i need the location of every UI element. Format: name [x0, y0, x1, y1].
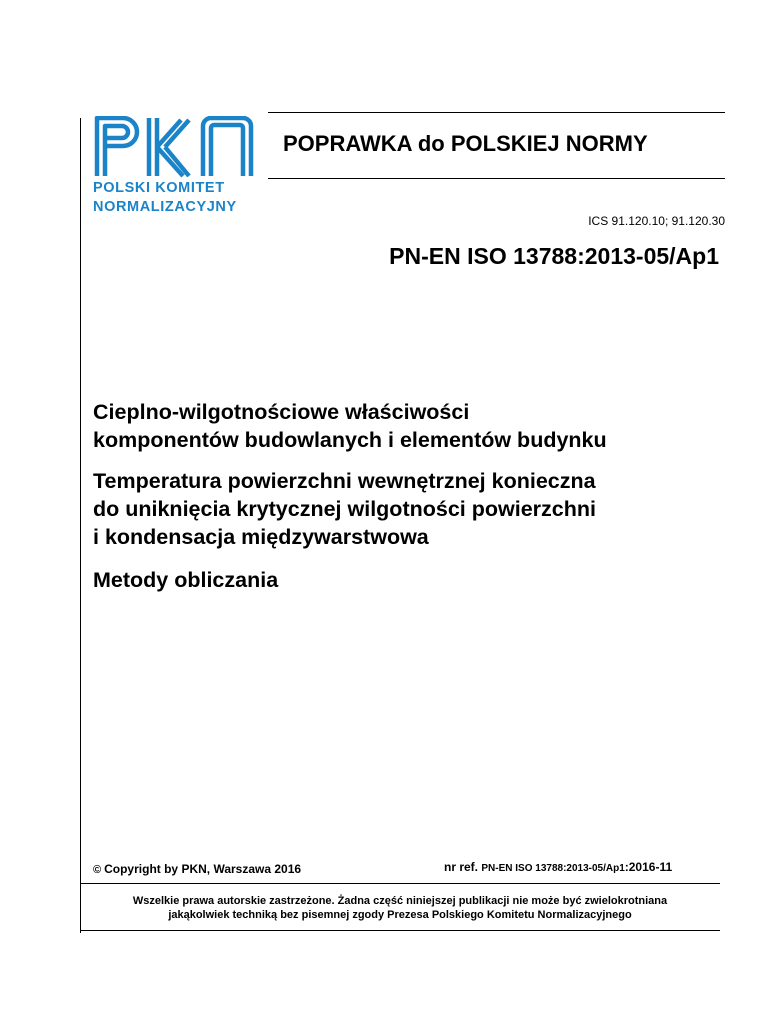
subject-line-1: Cieplno-wilgotnościowe właściwości: [93, 400, 470, 424]
reference-date: :2016-11: [624, 860, 673, 874]
reference-label: nr ref.: [444, 860, 479, 874]
copyright-notice: [93, 862, 301, 876]
norm-identifier: PN-EN ISO 13788:2013-05/Ap1: [389, 243, 719, 269]
reference-number: [444, 860, 672, 874]
pkn-logo-mark-icon: [93, 116, 263, 178]
copyright-text: Copyright by PKN, Warszawa 2016: [104, 862, 302, 876]
reference-code: PN-EN ISO 13788:2013-05/Ap1: [481, 863, 625, 874]
rights-notice-line-2: jakąkolwiek techniką bez pisemnej zgody Prezesa Polskiego Komitetu Normalizacyjnego: [168, 909, 632, 921]
pkn-logo: [93, 116, 268, 221]
subject-line-3: Temperatura powierzchni wewnętrznej konieczna: [93, 469, 596, 493]
copyright-symbol-icon: ©: [93, 864, 102, 876]
subject-line-6: Metody obliczania: [93, 568, 279, 592]
document-type-title: POPRAWKA do POLSKIEJ NORMY: [283, 131, 648, 156]
footer-top-rule: [80, 883, 720, 884]
subject-line-4: do uniknięcia krytycznej wilgotności powierzchni: [93, 497, 596, 521]
subject-line-5: i kondensacja międzywarstwowa: [93, 525, 429, 549]
logo-text-line-1: POLSKI KOMITET: [93, 180, 225, 196]
left-margin-rule: [80, 118, 81, 933]
header-top-rule: [268, 112, 725, 113]
header-bottom-rule: [268, 178, 725, 179]
footer-bottom-rule: [80, 930, 720, 931]
rights-notice-line-1: Wszelkie prawa autorskie zastrzeżone. Żadna część niniejszej publikacji nie może być zwielokrotniana: [132, 895, 668, 907]
ics-classification: ICS 91.120.10; 91.120.30: [588, 214, 725, 228]
subject-line-2: komponentów budowlanych i elementów budynku: [93, 428, 607, 452]
logo-text-line-2: NORMALIZACYJNY: [93, 199, 237, 215]
